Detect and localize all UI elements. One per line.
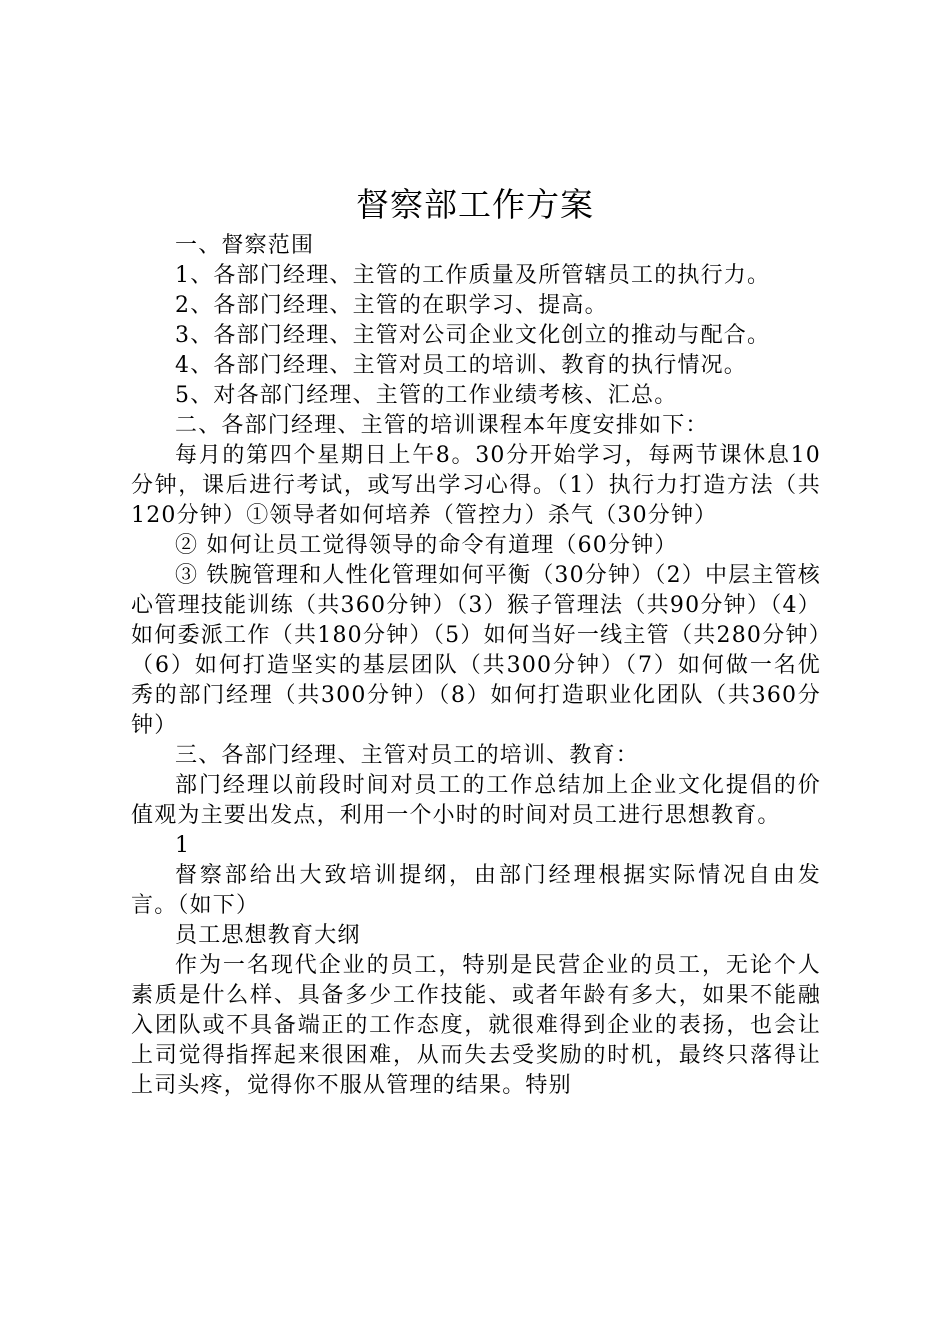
scope-item-5: 5、对各部门经理、主管的工作业绩考核、汇总。 xyxy=(175,383,678,408)
scope-item-4: 4、各部门经理、主管对员工的培训、教育的执行情况。 xyxy=(175,353,747,378)
section-heading-scope: 一、督察范围 xyxy=(175,233,315,258)
outline-body-paragraph: 作为一名现代企业的员工，特别是民营企业的员工，无论个人素质是什么样、具备多少工作技能、或者年龄有多大，如果不能融入团队或不具备端正的工作态度，就很难得到企业的表扬，也会让上司觉得指挥起来很困难，从而失去受奖励的时机，最终只落得让上司头疼，觉得你不服从管理的结果。特别 xyxy=(131,953,821,1098)
scope-item-2: 2、各部门经理、主管的在职学习、提高。 xyxy=(175,293,608,318)
outline-heading: 员工思想教育大纲 xyxy=(175,923,361,948)
outline-intro-paragraph: 督察部给出大致培训提纲，由部门经理根据实际情况自由发言。（如下） xyxy=(131,863,821,918)
section-heading-training: 二、各部门经理、主管的培训课程本年度安排如下： xyxy=(175,413,709,438)
page-number: 1 xyxy=(175,833,191,858)
training-schedule-paragraph: 每月的第四个星期日上午8。30分开始学习，每两节课休息10分钟，课后进行考试，或写出学习心得。（1）执行力打造方法（共120分钟）①领导者如何培养（管控力）杀气（30分钟） xyxy=(131,443,821,528)
document-title: 督察部工作方案 xyxy=(356,185,594,224)
document-body xyxy=(131,231,821,1101)
training-item-2: ② 如何让员工觉得领导的命令有道理（60分钟） xyxy=(175,533,678,558)
scope-item-1: 1、各部门经理、主管的工作质量及所管辖员工的执行力。 xyxy=(175,263,771,288)
training-item-3: ③ 铁腕管理和人性化管理如何平衡（30分钟）（2）中层主管核心管理技能训练（共360分钟）（3）猴子管理法（共90分钟）（4）如何委派工作（共180分钟）（5）如何当好一线主管（共280分钟）（6）如何打造坚实的基层团队（共300分钟）（7）如何做一名优秀的部门经理（共300分钟）（8）如何打造职业化团队（共360分钟） xyxy=(131,563,821,738)
section-heading-staff-training: 三、各部门经理、主管对员工的培训、教育： xyxy=(175,743,640,768)
scope-item-3: 3、各部门经理、主管对公司企业文化创立的推动与配合。 xyxy=(175,323,771,348)
staff-training-paragraph: 部门经理以前段时间对员工的工作总结加上企业文化提倡的价值观为主要出发点，利用一个小时的时间对员工进行思想教育。 xyxy=(131,773,821,828)
